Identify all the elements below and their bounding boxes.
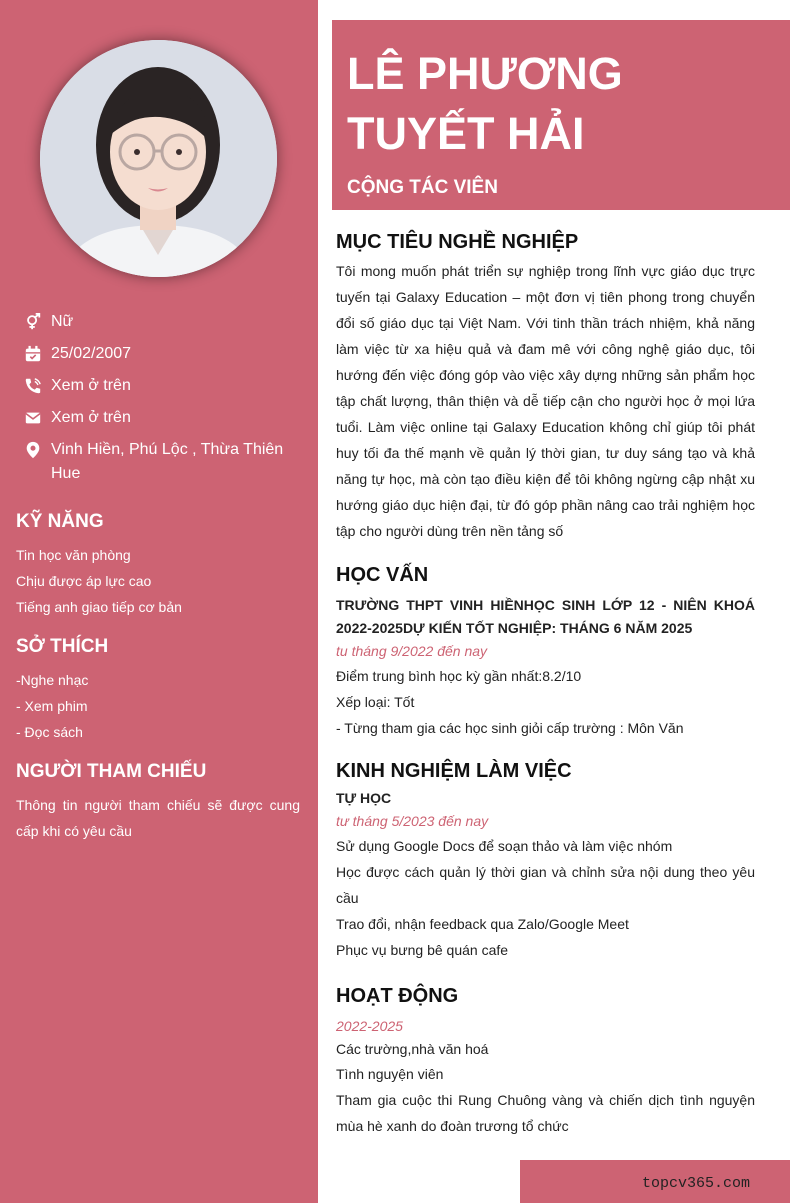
experience-line: Phục vụ bưng bê quán cafe	[336, 942, 509, 958]
skill-item: Tiếng anh giao tiếp cơ bản	[16, 599, 182, 615]
hobbies-section	[16, 635, 300, 745]
activities-period: 2022-2025	[336, 1018, 403, 1034]
education-line: Điểm trung bình học kỳ gần nhất:8.2/10	[336, 668, 582, 684]
experience-line: Sử dụng Google Docs để soạn thảo và làm việc nhóm	[336, 838, 673, 854]
experience-title: KINH NGHIỆM LÀM VIỆC	[336, 760, 572, 782]
contact-gender	[24, 310, 304, 334]
education-line: Xếp loại: Tốt	[336, 694, 415, 710]
hobbies-title: SỞ THÍCH	[16, 636, 109, 657]
hobby-item: - Xem phim	[16, 698, 88, 714]
calendar-icon	[24, 342, 51, 366]
skills-title: KỸ NĂNG	[16, 511, 104, 532]
references-section	[16, 760, 300, 844]
contact-gender-text: Nữ	[51, 313, 74, 330]
email-icon	[24, 406, 51, 430]
contact-email	[24, 406, 304, 430]
skill-item: Tin học văn phòng	[16, 547, 131, 563]
education-period: tu tháng 9/2022 đến nay	[336, 643, 488, 659]
contact-birthday	[24, 342, 304, 366]
objective-text: Tôi mong muốn phát triển sự nghiệp trong lĩnh vực giáo dục trực tuyến tại Galaxy Education – một đơn vị tiên phong trong chuyển đổi số giáo dục tại Việt Nam. Với tinh thần trách nhiệm, khả năng làm việc từ xa hiệu quả và đam mê với công nghệ giáo dục, tôi hướng đến việc đóng góp vào việc xây dựng những sản phẩm học tập chất lượng, thân thiện và dễ tiếp cận cho người học ở mọi lứa tuổi. Làm việc online tại Galaxy Education không chỉ giúp tôi phát huy tối đa thế mạnh về quản lý thời gian, tư duy sáng tạo và khả năng tự học, mà còn tạo điều kiện để tôi không ngừng cập nhật xu hướng giáo dục hiện đại, từ đó góp phần nâng cao trải nghiệm học tập cho người dùng trên nền tảng số	[336, 263, 755, 539]
objective-section	[336, 229, 755, 544]
education-section	[336, 562, 755, 741]
activity-line: Tình nguyện viên	[336, 1066, 444, 1082]
hobby-item: - Đọc sách	[16, 724, 83, 740]
sidebar	[0, 0, 318, 1203]
experience-line: Học được cách quản lý thời gian và chỉnh sửa nội dung theo yêu cầu	[336, 864, 755, 906]
contact-email-text: Xem ở trên	[51, 409, 131, 426]
education-line: - Từng tham gia các học sinh giỏi cấp trường : Môn Văn	[336, 720, 684, 736]
hobby-item: -Nghe nhạc	[16, 672, 89, 688]
contact-birthday-text: 25/02/2007	[51, 345, 132, 362]
name-header	[332, 20, 790, 210]
gender-icon	[24, 310, 51, 334]
activities-title: HOẠT ĐỘNG	[336, 985, 459, 1007]
contact-phone-text: Xem ở trên	[51, 377, 131, 394]
objective-title: MỤC TIÊU NGHỀ NGHIỆP	[336, 231, 579, 253]
experience-line: Trao đổi, nhận feedback qua Zalo/Google Meet	[336, 916, 629, 932]
activities-section	[336, 983, 755, 1139]
experience-section	[336, 758, 755, 963]
avatar	[40, 40, 277, 277]
location-icon	[24, 438, 51, 462]
contact-list	[24, 310, 304, 494]
experience-role: TỰ HỌC	[336, 790, 392, 806]
job-title: CỘNG TÁC VIÊN	[347, 177, 498, 198]
phone-icon	[24, 374, 51, 398]
skill-item: Chịu được áp lực cao	[16, 573, 152, 589]
footer-brand[interactable]: topcv365.com	[520, 1160, 790, 1203]
activity-line: Tham gia cuộc thi Rung Chuông vàng và chiến dịch tình nguyện mùa hè xanh do đoàn trương tổ chức	[336, 1092, 755, 1134]
experience-period: tư tháng 5/2023 đến nay	[336, 813, 489, 829]
full-name: LÊ PHƯƠNG TUYẾT HẢI	[347, 48, 623, 159]
contact-address	[24, 438, 304, 486]
skills-section	[16, 510, 300, 620]
education-school: TRƯỜNG THPT VINH HIỀNHỌC SINH LỚP 12 - NIÊN KHOÁ 2022-2025DỰ KIẾN TỐT NGHIỆP: THÁNG 6 NĂM 2025	[336, 597, 755, 636]
references-title: NGƯỜI THAM CHIẾU	[16, 761, 207, 782]
references-text: Thông tin người tham chiếu sẽ được cung cấp khi có yêu cầu	[16, 797, 300, 839]
contact-phone	[24, 374, 304, 398]
contact-address-text: Vinh Hiền, Phú Lộc , Thừa Thiên Hue	[51, 441, 284, 482]
profile-photo	[40, 40, 277, 277]
education-title: HỌC VẤN	[336, 564, 429, 586]
activity-line: Các trường,nhà văn hoá	[336, 1041, 489, 1057]
